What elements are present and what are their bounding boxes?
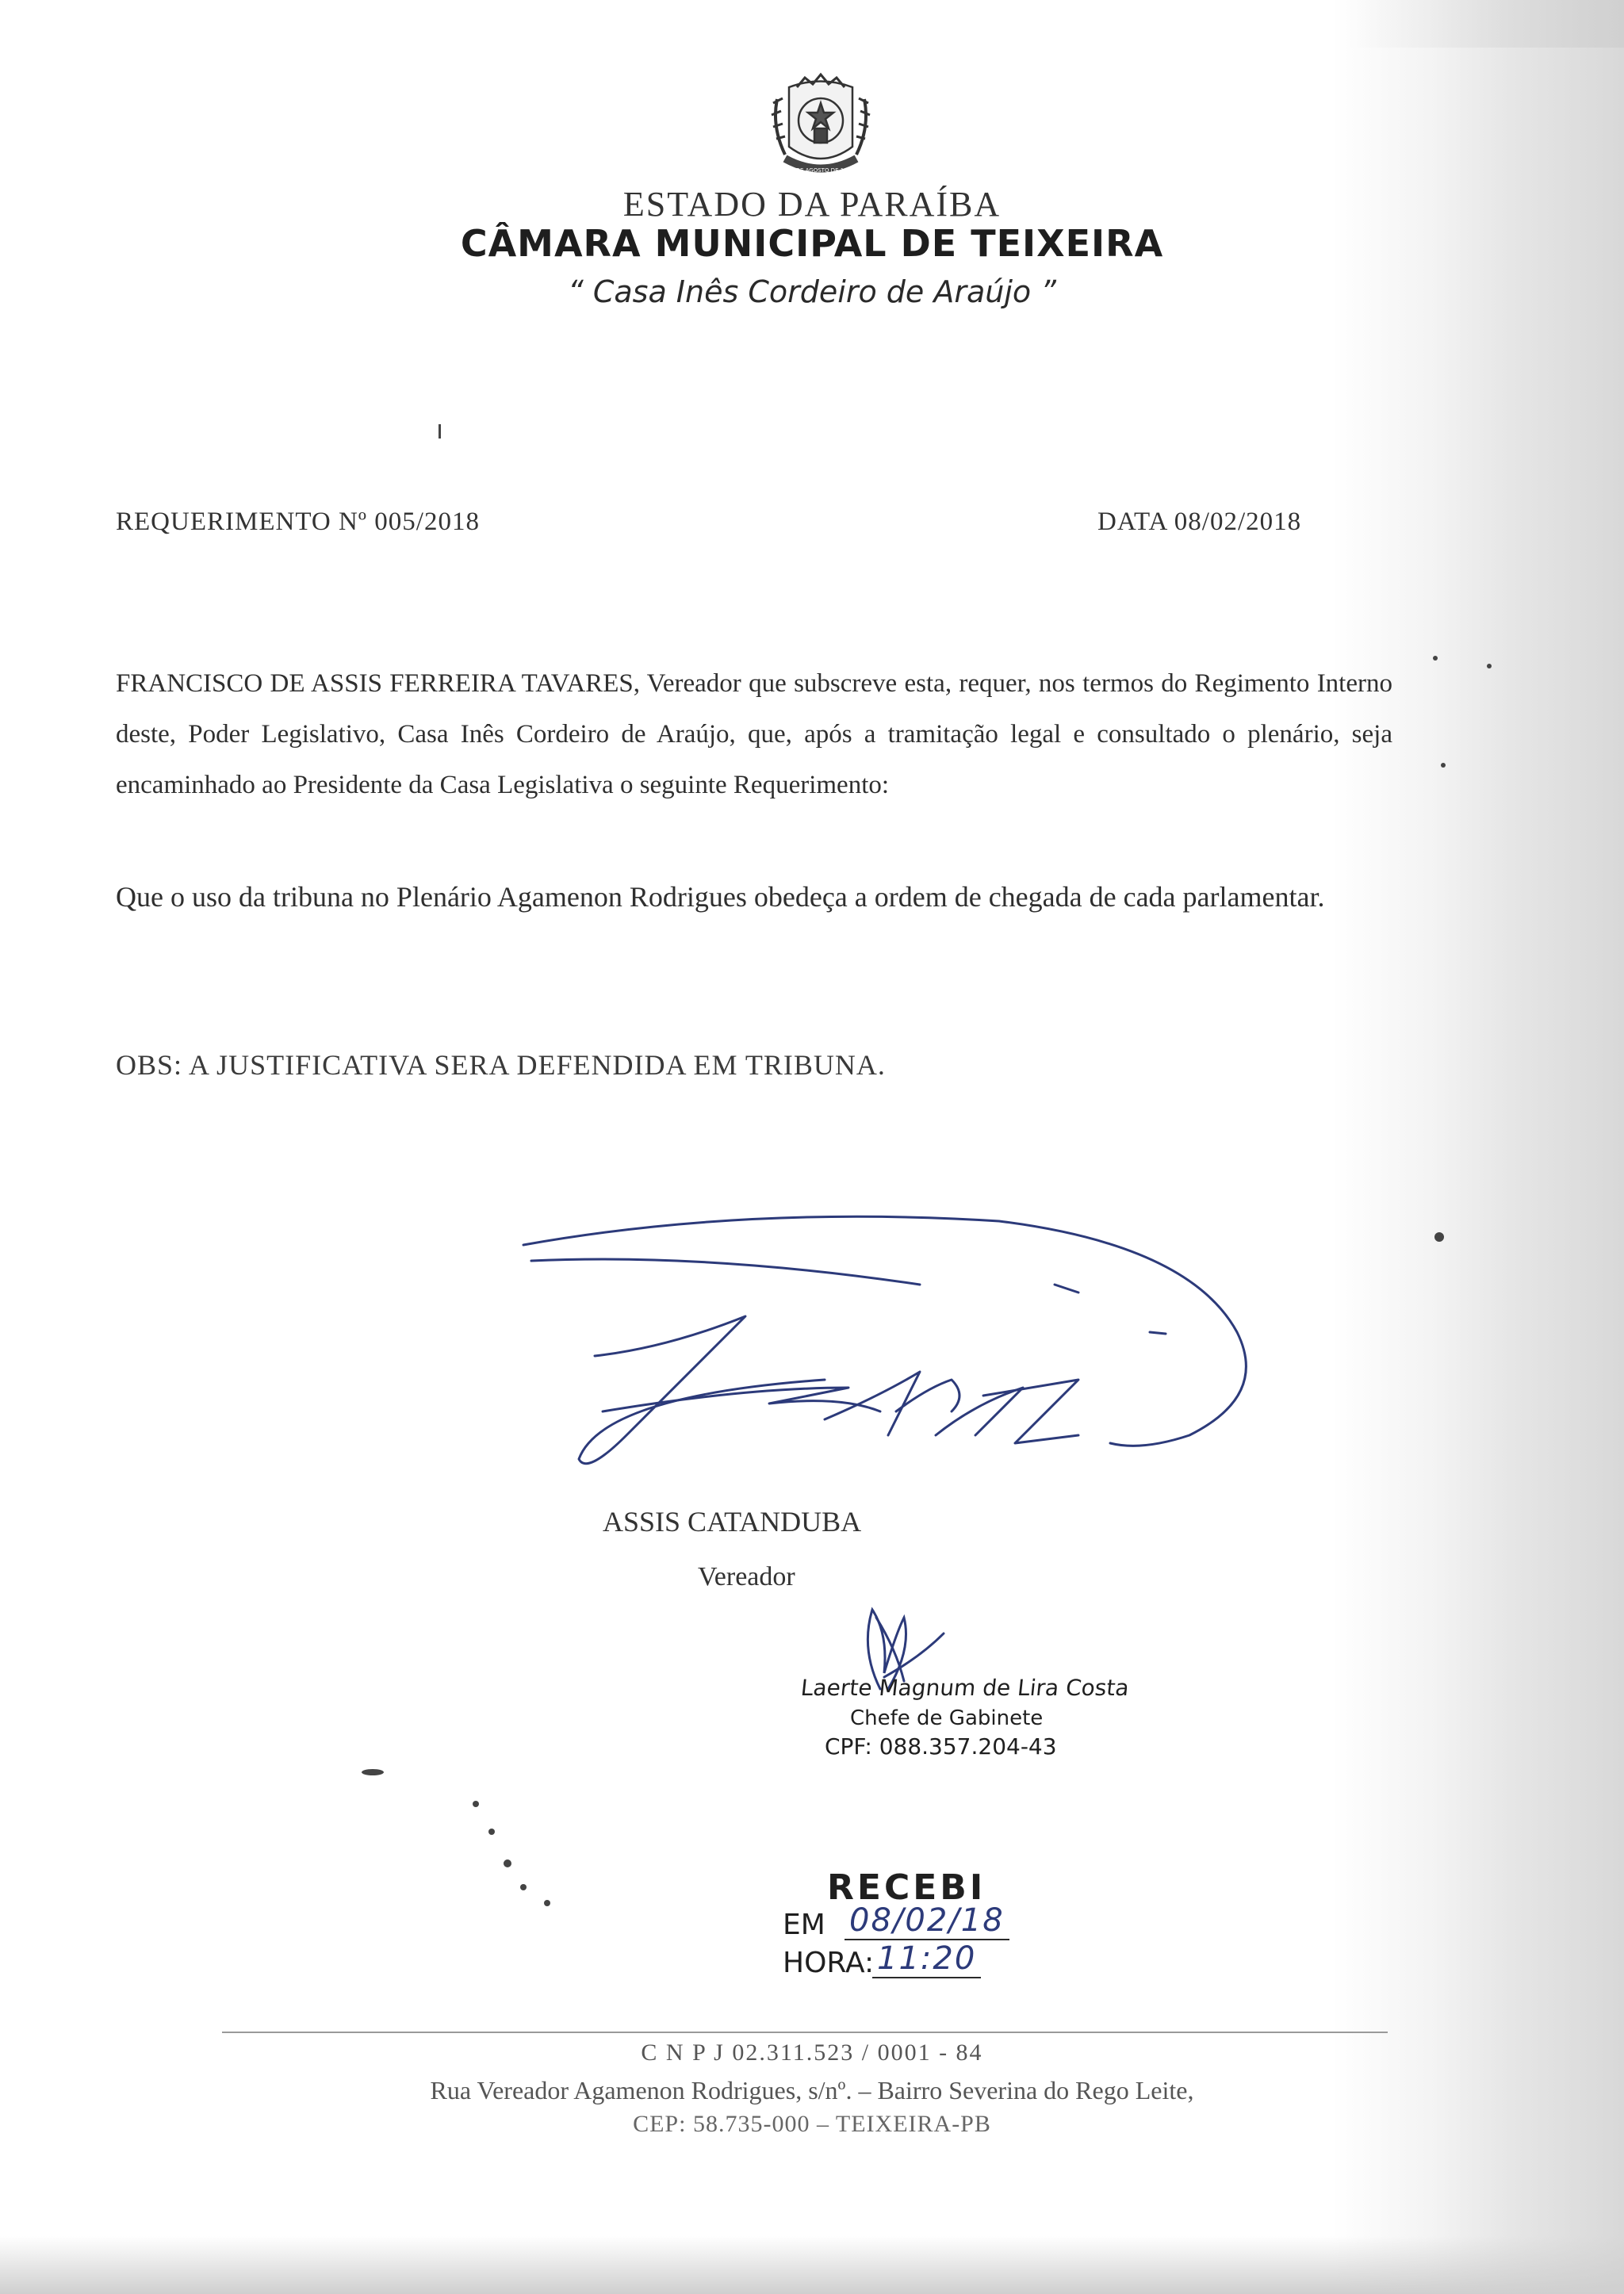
cabinet-stamp-cpf: CPF: 088.357.204-43 xyxy=(825,1733,1057,1760)
footer-cep: CEP: 58.735-000 – TEIXEIRA-PB xyxy=(633,2111,991,2137)
received-stamp-title: RECEBI xyxy=(827,1867,986,1908)
header-organization: CÂMARA MUNICIPAL DE TEIXEIRA xyxy=(460,222,1164,265)
body-paragraph-2: Que o uso da tribuna no Plenário Agamenon Rodrigues obedeça a ordem de chegada de cada parlamentar. xyxy=(116,881,1325,913)
request-date: DATA 08/02/2018 xyxy=(1097,507,1302,536)
body-paragraph-1: FRANCISCO DE ASSIS FERREIRA TAVARES, Vereador que subscreve esta, requer, nos termos do Regimento Interno deste, Poder Legislativo, Casa Inês Cordeiro de Araújo, que, após a tramitação legal e consultado o plenário, seja encaminhado ao Presidente da Casa Legislativa o seguinte Requerimento: xyxy=(116,669,1392,799)
request-number: REQUERIMENTO Nº 005/2018 xyxy=(116,507,480,536)
received-date-label: EM xyxy=(783,1909,825,1941)
header-motto: “ Casa Inês Cordeiro de Araújo ” xyxy=(568,274,1056,309)
signer-role: Vereador xyxy=(698,1562,795,1591)
signer-name: ASSIS CATANDUBA xyxy=(603,1506,862,1538)
header-state: ESTADO DA PARAÍBA xyxy=(622,185,1002,224)
cabinet-stamp-title: Chefe de Gabinete xyxy=(850,1706,1044,1730)
received-date-value: 08/02/18 xyxy=(845,1902,1009,1940)
emblem-ribbon-text: 22 DE AGOSTO DE 1915 xyxy=(787,167,855,174)
footer-address: Rua Vereador Agamenon Rodrigues, s/nº. – Bairro Severina do Rego Leite, xyxy=(430,2076,1194,2104)
cabinet-stamp-name: Laerte Magnum de Lira Costa xyxy=(799,1675,1131,1701)
received-time-label: HORA: xyxy=(783,1947,875,1979)
body-obs: OBS: A JUSTIFICATIVA SERA DEFENDIDA EM TRIBUNA. xyxy=(116,1049,886,1081)
received-time-value: 11:20 xyxy=(872,1940,981,1978)
footer-cnpj: C N P J 02.311.523 / 0001 - 84 xyxy=(641,2039,983,2066)
